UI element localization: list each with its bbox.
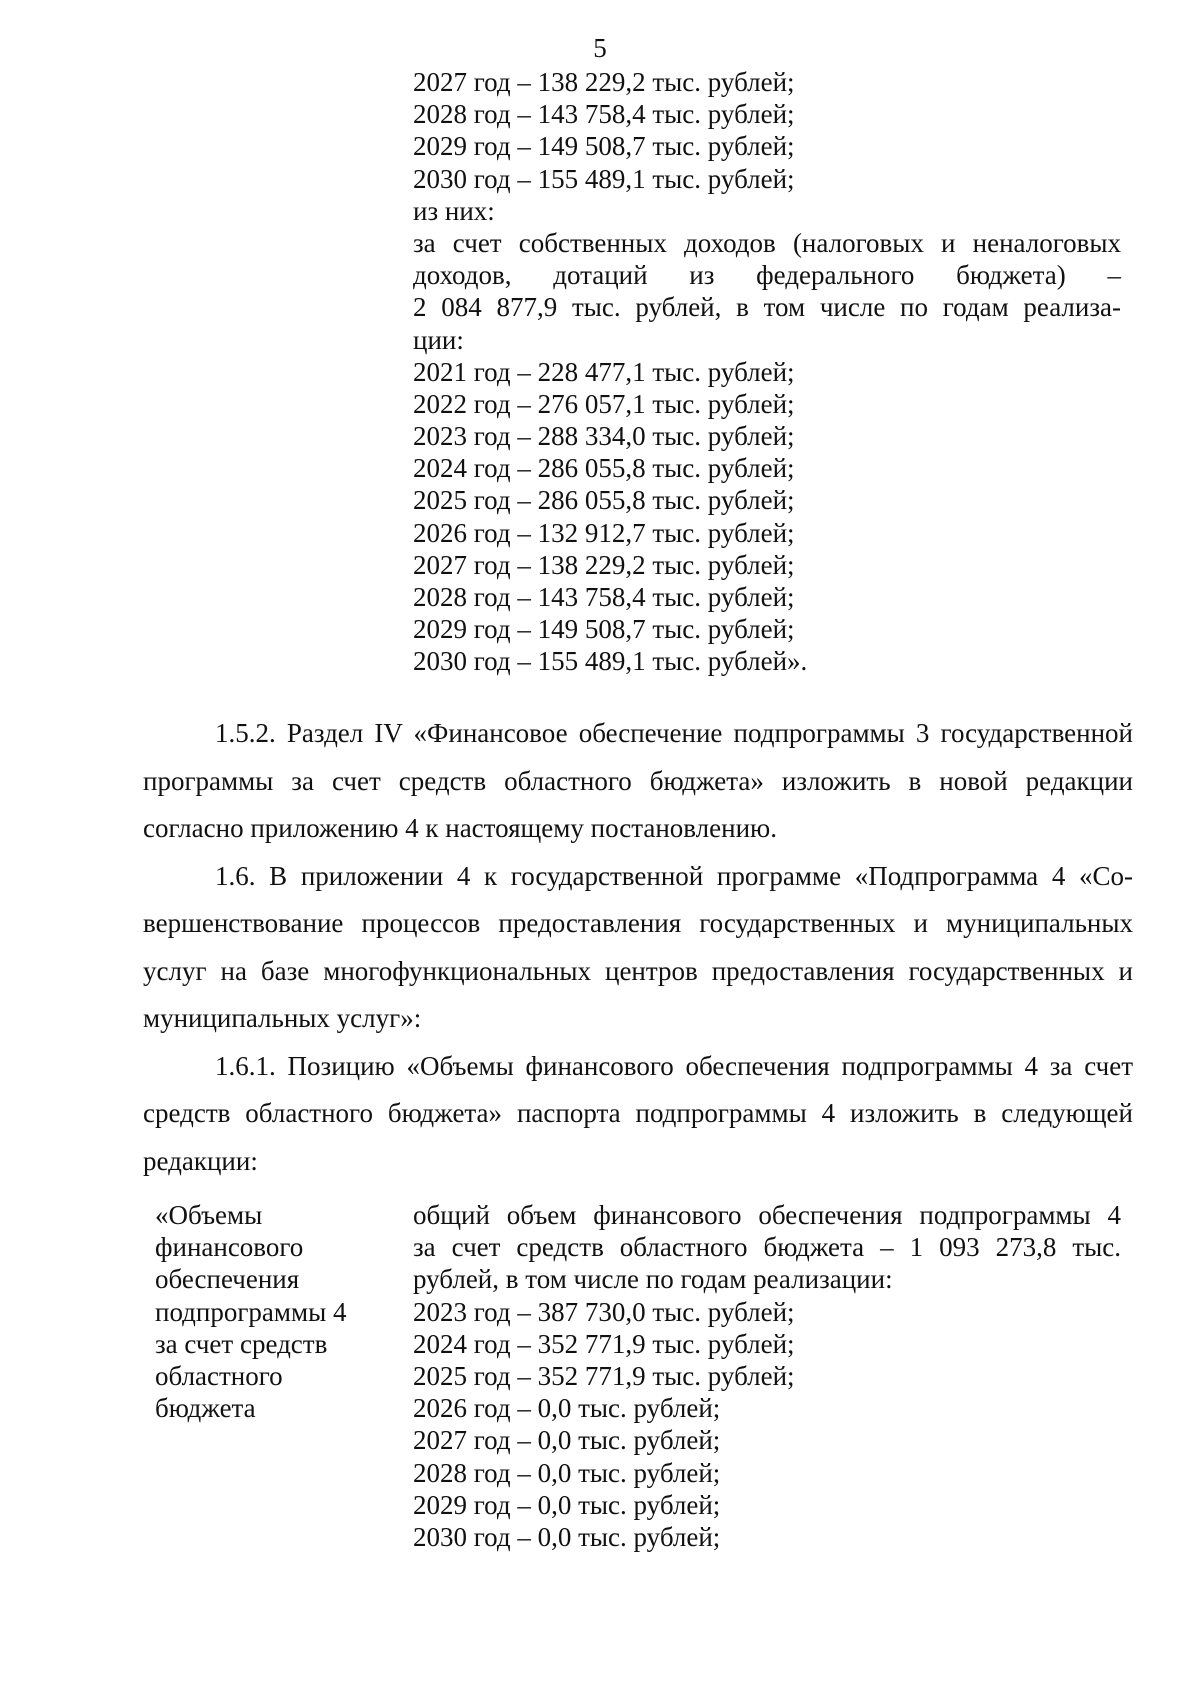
year-line: 2023 год – 288 334,0 тыс. рублей; [413,421,795,452]
year-line: 2025 год – 286 055,8 тыс. рублей; [413,485,795,516]
year-line: 2024 год – 286 055,8 тыс. рублей; [413,453,795,484]
passport-label-line: подпрограммы 4 [155,1296,347,1327]
main-text [143,710,1133,1185]
page-number: 5 [593,33,607,63]
year-line: 2030 год – 0,0 тыс. рублей; [413,1521,721,1552]
passport-value-line: общий объем финансового обеспечения подпрограммы 4 [413,1200,1121,1230]
year-line: 2025 год – 352 771,9 тыс. рублей; [413,1360,795,1391]
year-line: 2030 год – 155 489,1 тыс. рублей». [413,646,808,677]
year-line: 2028 год – 143 758,4 тыс. рублей; [413,99,795,130]
passport-label-line: обеспечения [155,1264,300,1295]
passport-value-column [413,1199,1121,1553]
year-line: 2027 год – 138 229,2 тыс. рублей; [413,549,795,580]
year-line: 2029 год – 0,0 тыс. рублей; [413,1489,721,1520]
passport-label-line: областного [155,1360,283,1391]
of-them-line: из них: [413,195,495,226]
year-line: 2022 год – 276 057,1 тыс. рублей; [413,388,795,419]
year-line: 2021 год – 228 477,1 тыс. рублей; [413,356,795,387]
year-line: 2028 год – 143 758,4 тыс. рублей; [413,582,795,612]
passport-position-table [155,1199,1121,1553]
year-line: 2024 год – 352 771,9 тыс. рублей; [413,1328,795,1359]
passport-value-line: за счет средств областного бюджета – 1 093 273,8 тыс. [413,1232,1121,1263]
year-line: 2027 год – 0,0 тыс. рублей; [413,1425,721,1456]
own-income-line: ции: [413,324,464,355]
own-income-line: 2 084 877,9 тыс. рублей, в том числе по годам реализа- [413,292,1121,323]
year-line: 2029 год – 149 508,7 тыс. рублей; [413,131,795,162]
passport-label-line: бюджета [155,1393,256,1424]
own-income-line: доходов, дотаций из федерального бюджета) – [413,260,1121,291]
year-line: 2026 год – 0,0 тыс. рублей; [413,1393,721,1424]
passport-label-line: за счет средств [155,1328,328,1359]
passport-label-column [155,1199,413,1553]
year-line: 2029 год – 149 508,7 тыс. рублей; [413,614,795,645]
year-line: 2030 год – 155 489,1 тыс. рублей; [413,163,795,194]
passport-label-line: «Объемы [155,1200,263,1230]
passport-label-line: финансового [155,1232,304,1263]
year-line: 2028 год – 0,0 тыс. рублей; [413,1457,721,1488]
own-income-line: за счет собственных доходов (налоговых и неналоговых [413,227,1121,258]
funding-continuation-block [413,66,1121,678]
year-line: 2026 год – 132 912,7 тыс. рублей; [413,517,795,548]
paragraph-1-6: 1.6. В приложении 4 к государственной программе «Подпрограмма 4 «Совершенствование процессов предоставления государственных и муниципальных услуг на базе многофункциональных центров предоставления государственных и муниципальных услуг»: [143,860,1133,1033]
year-line: 2027 год – 138 229,2 тыс. рублей; [413,67,795,97]
paragraph-1-5-2: 1.5.2. Раздел IV «Финансовое обеспечение подпрограммы 3 государственной программы за счет средств областного бюджета» изложить в новой редакции согласно приложению 4 к настоящему постановлению. [143,718,1133,843]
passport-value-line: рублей, в том числе по годам реализации: [413,1264,893,1295]
year-line: 2023 год – 387 730,0 тыс. рублей; [413,1296,795,1327]
paragraph-1-6-1: 1.6.1. Позицию «Объемы финансового обеспечения подпрограммы 4 за счет средств областного бюджета» паспорта подпрограммы 4 изложить в следующей редакции: [143,1050,1133,1176]
